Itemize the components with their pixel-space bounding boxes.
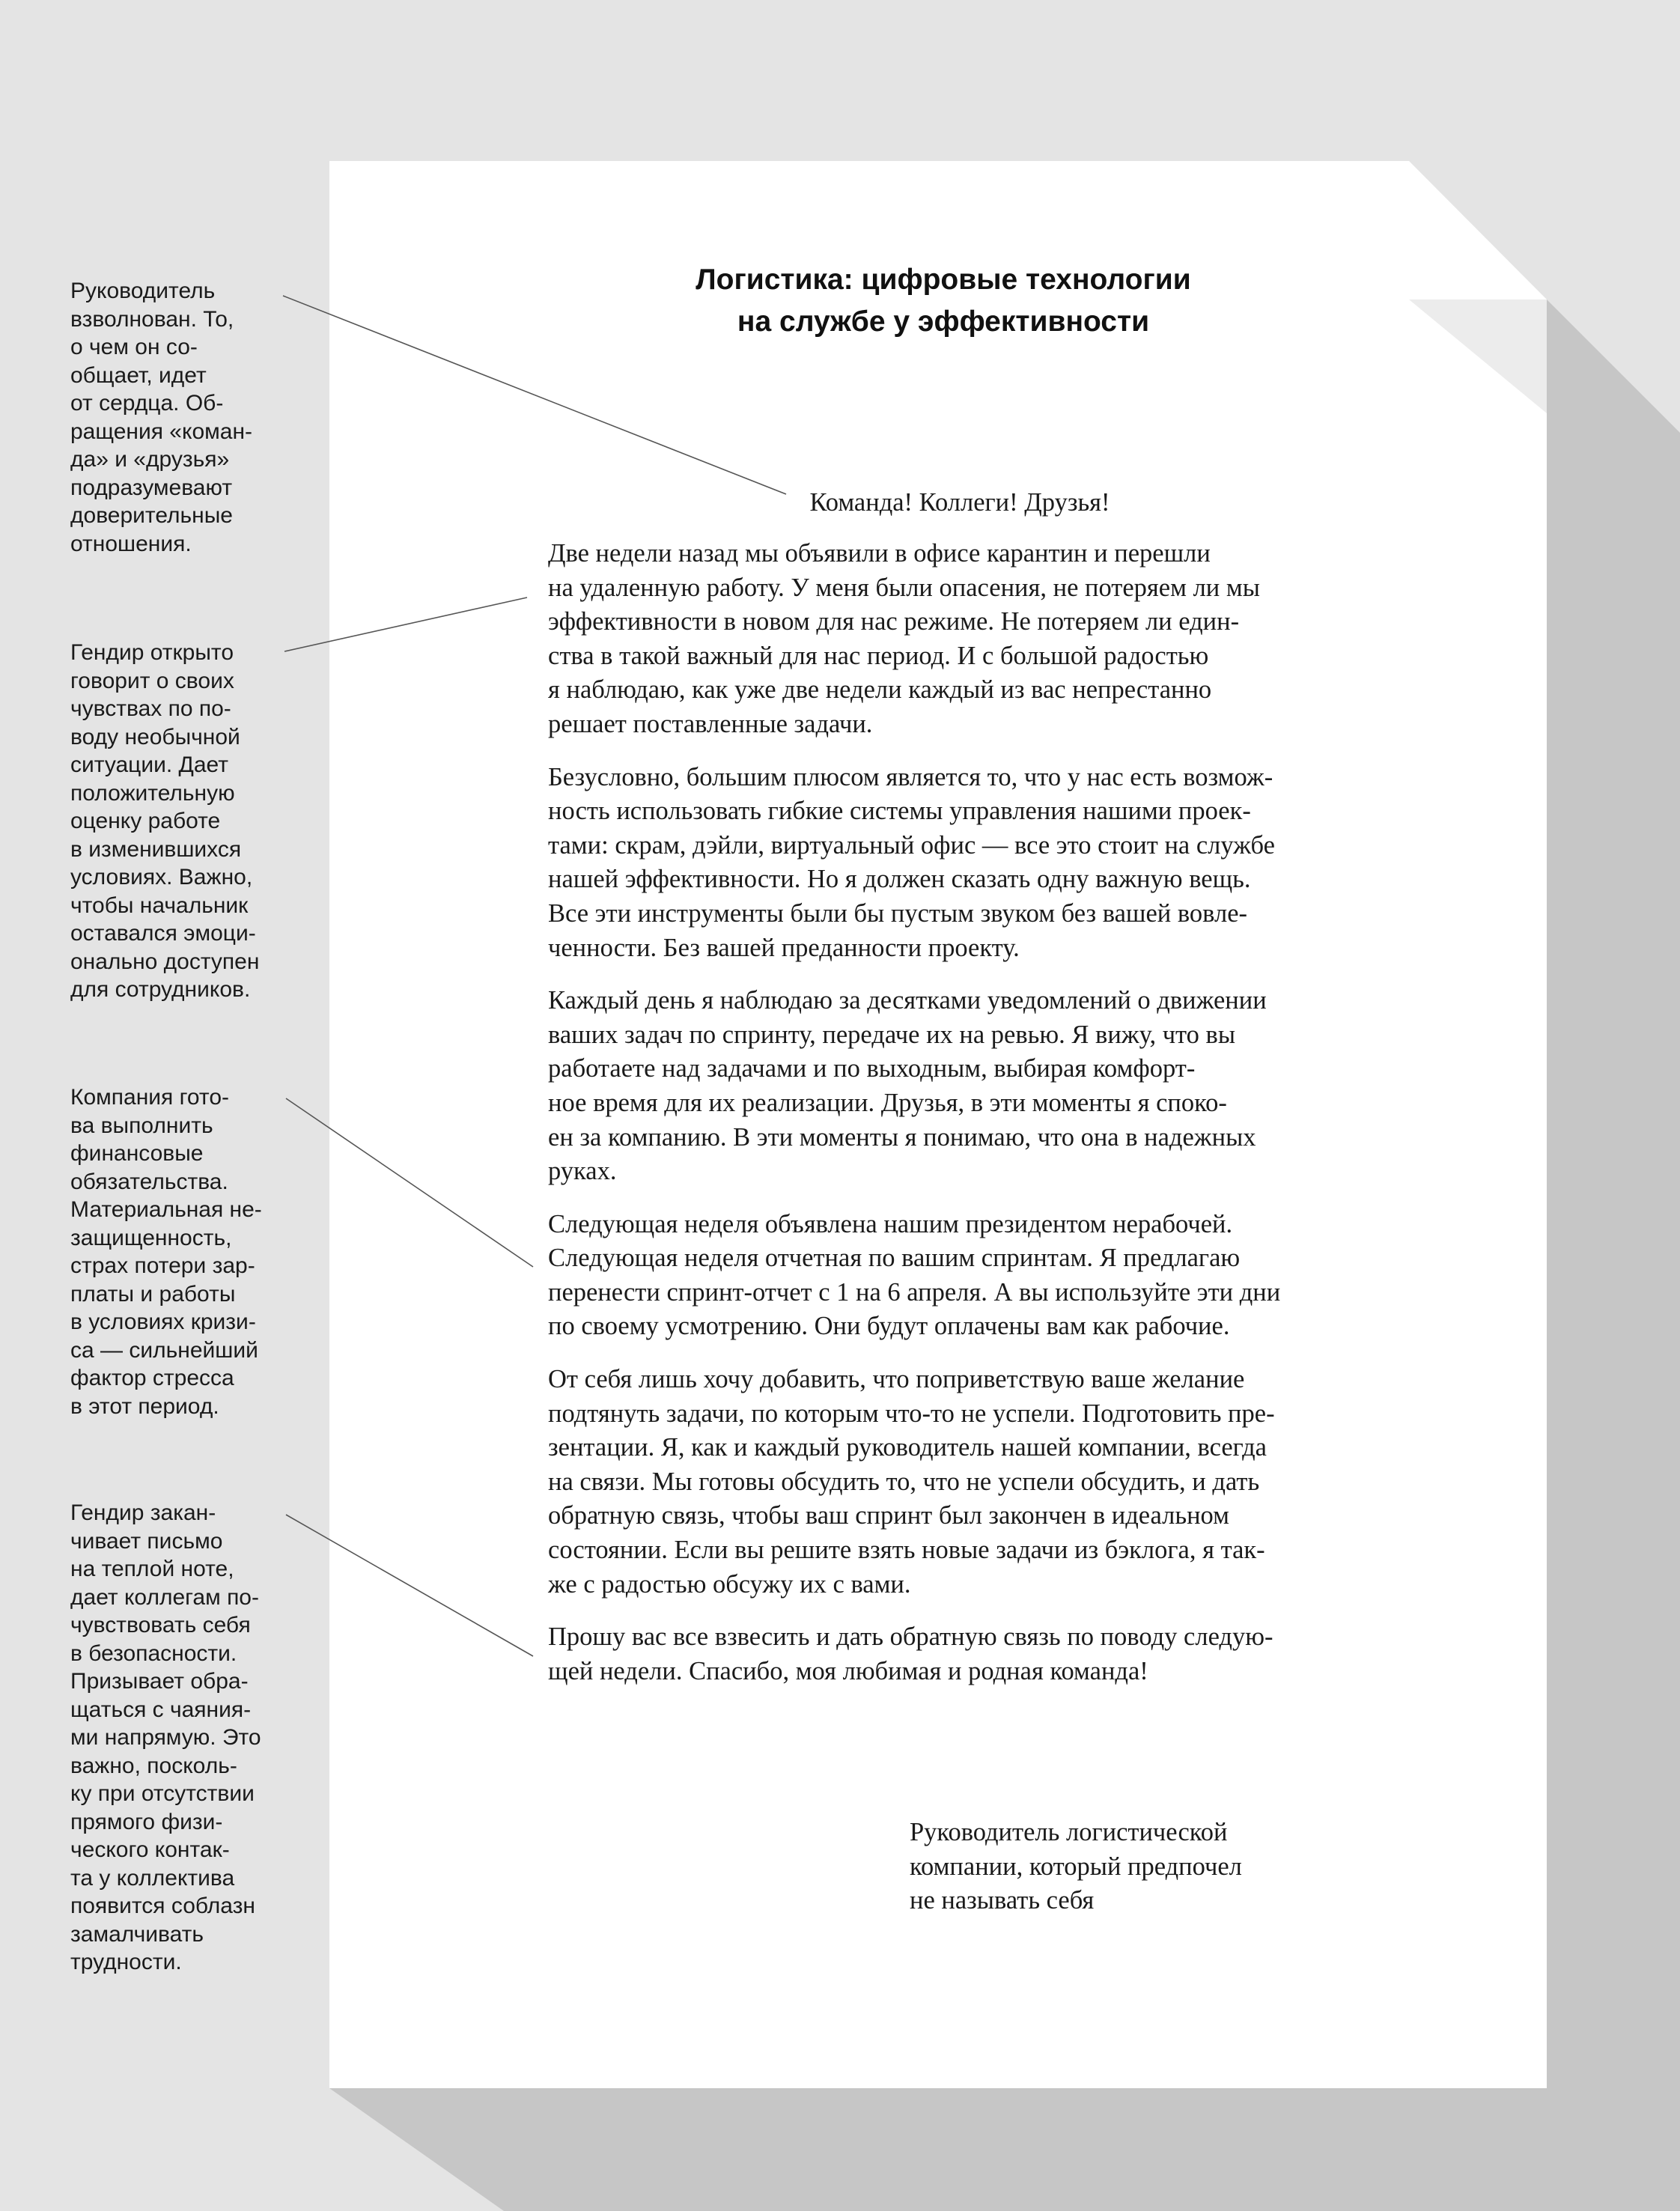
letter-body (548, 537, 1416, 1707)
annotation-3: Компания гото- ва выполнить финансовые обязательства. Материальная не- защищенность, страх потери зар- платы и работы в условиях кризи- са — сильнейший фактор стресса в этот период. (70, 1085, 262, 1419)
letter-signature: Руководитель логистической компании, который предпочел не называть себя (910, 1818, 1242, 1915)
letter-paragraph-1: Две недели назад мы объявили в офисе карантин и перешли на удаленную работу. У меня были опасения, не потеряем ли мы эффективности в новом для нас режиме. Не потеряем ли един- ства в такой важный для нас период. И с большой радостью я наблюдаю, как уже две недели каждый из вас непрестанно решает поставленные задачи. (548, 539, 1260, 738)
annotation-4: Гендир закан- чивает письмо на теплой ноте, дает коллегам по- чувствовать себя в безопасности. Призывает обра- щаться с чаяния- ми напрямую. Это важно, посколь- ку при отсутствии прямого физи- ческого контак- та у коллектива появится соблазн замалчивать трудности. (70, 1500, 261, 1974)
letter-paragraph-2: Безусловно, большим плюсом является то, что у нас есть возмож- ность использовать гибкие системы управления нашими проек- тами: скрам, дэйли, виртуальный офис — все это стоит на службе нашей эффективности. Но я должен сказать одну важную вещь. Все эти инструменты были бы пустым звуком без вашей вовле- ченности. Без вашей преданности проекту. (548, 762, 1275, 962)
letter-greeting: Команда! Коллеги! Друзья! (809, 488, 1110, 517)
letter-paragraph-5: От себя лишь хочу добавить, что поприветствую ваше желание подтянуть задачи, по которым что-то не успели. Подготовить пре- зентации. Я, как и каждый руководитель нашей компании, всегда на связи. Мы готовы обсудить то, что не успели обсудить, и дать обратную связь, чтобы ваш спринт был закончен в идеальном состоянии. Если вы решите взять новые задачи из бэклога, я так- же с радостью обсужу их с вами. (548, 1365, 1275, 1599)
annotation-1: Руководитель взволнован. То, о чем он со- общает, идет от сердца. Об- ращения «коман- да» и «друзья» подразумевают доверительные отношения. (70, 279, 253, 556)
letter-paragraph-6: Прошу вас все взвесить и дать обратную связь по поводу следую- щей недели. Спасибо, моя любимая и родная команда! (548, 1622, 1273, 1685)
letter-title: Логистика: цифровые технологии на службе у эффективности (696, 264, 1191, 338)
letter-paragraph-3: Каждый день я наблюдаю за десятками уведомлений о движении ваших задач по спринту, передаче их на ревью. Я вижу, что вы работаете над задачами и по выходным, выбирая комфорт- ное время для их реализации. Друзья, в эти моменты я споко- ен за компанию. В эти моменты я понимаю, что она в надежных руках. (548, 986, 1267, 1186)
letter-paragraph-4: Следующая неделя объявлена нашим президентом нерабочей. Следующая неделя отчетная по вашим спринтам. Я предлагаю перенести спринт-отчет с 1 на 6 апреля. А вы используйте эти дни по своему усмотрению. Они будут оплачены вам как рабочие. (548, 1209, 1281, 1341)
annotation-2: Гендир открыто говорит о своих чувствах по по- воду необычной ситуации. Дает положительную оценку работе в изменившихся условиях. Важно, чтобы начальник оставался эмоци- онально доступен для сотрудников. (70, 640, 260, 1002)
